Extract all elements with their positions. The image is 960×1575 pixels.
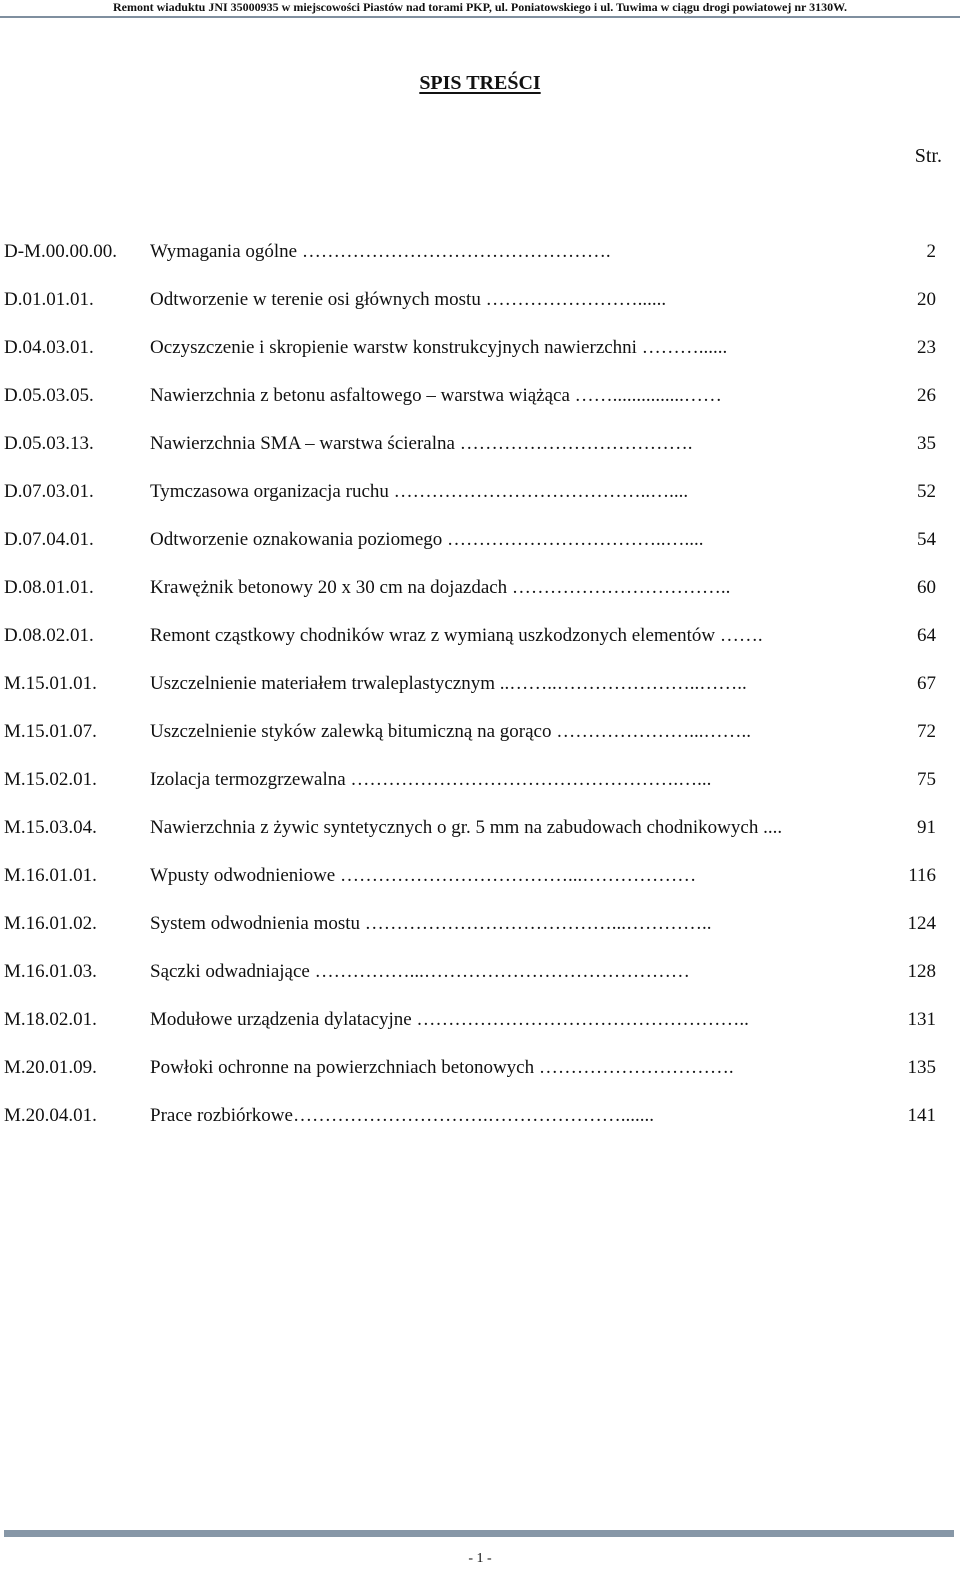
toc-page: 135 [907,1057,936,1078]
toc-row [4,1006,954,1054]
toc-code: D.05.03.05. [4,385,94,406]
toc-row [4,670,954,718]
toc-row [4,334,954,382]
toc-code: D.01.01.01. [4,289,94,310]
toc-row [4,814,954,862]
toc-page: 64 [917,625,936,646]
toc-page: 20 [917,289,936,310]
toc-code: D-M.00.00.00. [4,241,117,262]
table-of-contents [4,238,954,1150]
page-title [0,70,960,96]
toc-row [4,526,954,574]
toc-code: D.07.04.01. [4,529,94,550]
page-number: - 1 - [468,1551,492,1566]
toc-page: 60 [917,577,936,598]
toc-code: D.05.03.13. [4,433,94,454]
toc-code: M.15.03.04. [4,817,97,838]
toc-page: 75 [917,769,936,790]
toc-page: 72 [917,721,936,742]
toc-code: D.04.03.01. [4,337,94,358]
toc-title: Uszczelnienie styków zalewką bitumiczną na gorąco …………………...…….. [150,721,751,742]
toc-page: 2 [926,241,936,262]
toc-page: 26 [917,385,936,406]
toc-title: Tymczasowa organizacja ruchu …………………………………..….... [150,481,689,502]
toc-row [4,766,954,814]
toc-page: 54 [917,529,936,550]
toc-page: 52 [917,481,936,502]
toc-title: Wpusty odwodnieniowe ………………………………...……………… [150,865,697,886]
toc-title: System odwodnienia mostu …………………………………...………….. [150,913,712,934]
toc-page: 23 [917,337,936,358]
toc-row [4,1102,954,1150]
toc-row [4,382,954,430]
toc-row [4,1054,954,1102]
footer-divider [4,1530,954,1537]
toc-row [4,958,954,1006]
toc-code: M.15.01.01. [4,673,97,694]
toc-row [4,286,954,334]
page-column-label: Str. [914,145,942,167]
toc-title: Nawierzchnia SMA – warstwa ścieralna ………………………………. [150,433,693,454]
toc-code: M.18.02.01. [4,1009,97,1030]
toc-title: Nawierzchnia z żywic syntetycznych o gr. 5 mm na zabudowach chodnikowych .... [150,817,783,838]
toc-row [4,910,954,958]
toc-row [4,718,954,766]
toc-page: 116 [908,865,936,886]
toc-row [4,238,954,286]
toc-page: 67 [917,673,936,694]
toc-code: D.07.03.01. [4,481,94,502]
toc-title: Odtworzenie w terenie osi głównych mostu ……………………...... [150,289,667,310]
toc-code: M.16.01.03. [4,961,97,982]
toc-page: 128 [907,961,936,982]
toc-title: Wymagania ogólne …………………………………………. [150,241,611,262]
toc-title: Oczyszczenie i skropienie warstw konstrukcyjnych nawierzchni ………...... [150,337,728,358]
toc-code: M.20.01.09. [4,1057,97,1078]
toc-code: M.16.01.01. [4,865,97,886]
toc-page: 35 [917,433,936,454]
toc-row [4,622,954,670]
toc-row [4,478,954,526]
toc-code: D.08.02.01. [4,625,94,646]
document-header: Remont wiaduktu JNI 35000935 w miejscowości Piastów nad torami PKP, ul. Poniatowskiego i ul. Tuwima w ciągu drogi powiatowej nr 3130W. [112,0,848,14]
toc-title: Sączki odwadniające ……………...…………………………………… [150,961,690,982]
toc-code: M.20.04.01. [4,1105,97,1126]
toc-title: Remont cząstkowy chodników wraz z wymianą uszkodzonych elementów ……. [150,625,763,646]
toc-title: Powłoki ochronne na powierzchniach betonowych …………………………. [150,1057,734,1078]
toc-row [4,574,954,622]
toc-code: M.15.02.01. [4,769,97,790]
toc-title: Krawężnik betonowy 20 x 30 cm na dojazdach …………………………….. [150,577,731,598]
toc-title: Uszczelnienie materiałem trwaleplastycznym ..……..…………………..…….. [150,673,747,694]
toc-title: Nawierzchnia z betonu asfaltowego – warstwa wiążąca ……...............…… [150,385,722,406]
toc-page: 124 [907,913,936,934]
toc-row [4,862,954,910]
toc-title: Odtworzenie oznakowania poziomego ……………………………..….... [150,529,704,550]
toc-row [4,430,954,478]
toc-title: Prace rozbiórkowe………………………….…………………....... [150,1105,654,1126]
toc-code: D.08.01.01. [4,577,94,598]
toc-title: Izolacja termozgrzewalna …………………………………………….…... [150,769,712,790]
toc-page: 131 [907,1009,936,1030]
toc-page: 141 [907,1105,936,1126]
toc-code: M.15.01.07. [4,721,97,742]
page-title-text: SPIS TREŚCI [419,72,541,94]
toc-code: M.16.01.02. [4,913,97,934]
header-divider [0,16,960,18]
toc-page: 91 [917,817,936,838]
toc-title: Modułowe urządzenia dylatacyjne …………………………………………….. [150,1009,749,1030]
